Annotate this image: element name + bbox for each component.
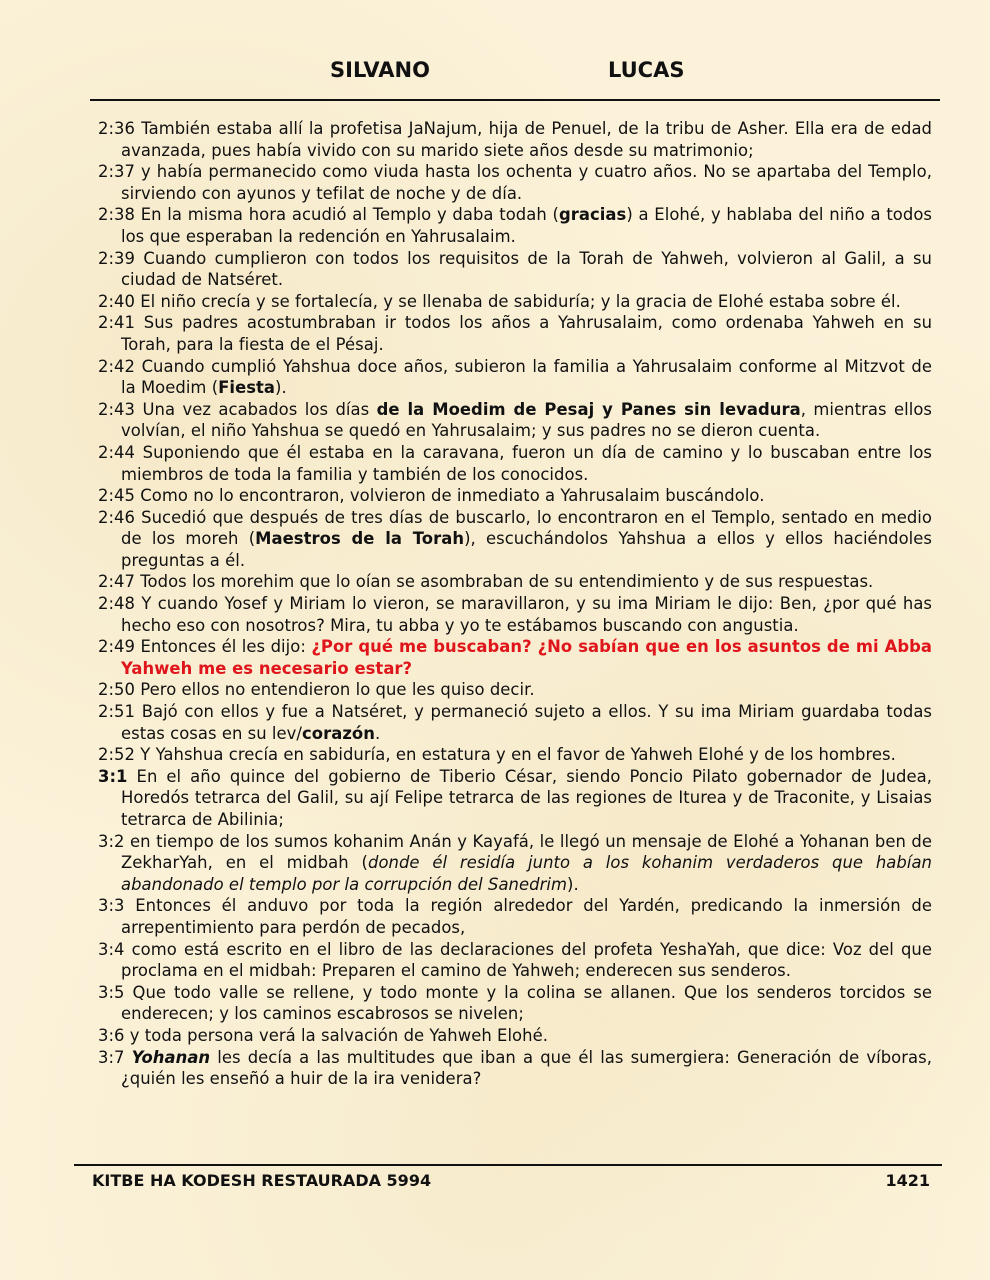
verse-3-6 (98, 1025, 932, 1047)
verse-2-38 (98, 204, 932, 247)
verse-ref: 3:5 (98, 982, 125, 1002)
verse-3-3 (98, 895, 932, 938)
verse-ref: 2:40 (98, 291, 136, 311)
verse-text: Sus padres acostumbraban ir todos los años a Yahrusalaim, como ordenaba Yahweh en su Torah, para la fiesta de el Pésaj. (121, 313, 933, 354)
verse-ref: 3:1 (98, 766, 128, 786)
verse-text: Entonces él anduvo por toda la región alrededor del Yardén, predicando la inmersión de arrepentimiento para perdón de pecados, (121, 896, 932, 937)
footer-divider (74, 1164, 942, 1166)
verse-red-text: ¿Por qué me buscaban? ¿No sabían que en los asuntos de mi Abba Yahweh me es necesario estar? (121, 637, 932, 678)
verse-2-45 (98, 485, 932, 507)
verse-text: ). (567, 874, 579, 894)
verse-2-52 (98, 744, 932, 766)
verse-bold: de la Moedim de Pesaj y Panes sin levadura (376, 399, 801, 419)
verse-2-39 (98, 248, 932, 291)
verse-ref: 2:52 (98, 745, 136, 765)
verse-3-4 (98, 939, 932, 982)
verse-ref: 2:39 (98, 248, 136, 268)
verse-3-5 (98, 982, 932, 1025)
verse-ref: 2:44 (98, 442, 136, 462)
verse-ref: 2:41 (98, 313, 136, 333)
verse-text: Bajó con ellos y fue a Natséret, y permaneció sujeto a ellos. Y su ima Miriam guardaba todas estas cosas en su lev/ (121, 702, 933, 743)
verse-bold: gracias (558, 205, 627, 225)
verse-ref: 2:49 (98, 637, 136, 657)
header-book: LUCAS (608, 58, 685, 82)
verse-text: Y cuando Yosef y Miriam lo vieron, se maravillaron, y su ima Miriam le dijo: Ben, ¿por qué has hecho eso con nosotros? Mira, tu abba y yo te estábamos buscando con angustia. (121, 594, 933, 635)
verse-text: Cuando cumplieron con todos los requisitos de la Torah de Yahweh, volvieron al Galil, a su ciudad de Natséret. (121, 248, 932, 290)
verse-text: En la misma hora acudió al Templo y daba todah ( (140, 205, 559, 225)
verse-text: Y Yahshua crecía en sabiduría, en estatura y en el favor de Yahweh Elohé y de los hombres. (140, 745, 896, 765)
verse-ref: 3:7 (98, 1047, 125, 1067)
verse-ref: 2:42 (98, 356, 136, 376)
verse-text: Una vez acabados los días (142, 399, 377, 419)
header-divider (90, 99, 940, 101)
verse-ref: 2:45 (98, 486, 136, 506)
verse-2-43 (98, 399, 932, 442)
page-header (0, 58, 990, 92)
verse-3-1 (98, 766, 932, 831)
verse-ref: 3:3 (98, 896, 125, 916)
verse-2-42 (98, 356, 932, 399)
verse-text: El niño crecía y se fortalecía, y se llenaba de sabiduría; y la gracia de Elohé estaba sobre él. (140, 291, 901, 311)
verse-ref: 2:46 (98, 507, 136, 527)
verse-text: Suponiendo que él estaba en la caravana, fueron un día de camino y lo buscaban entre los miembros de toda la familia y también de los conocidos. (121, 442, 932, 484)
header-author: SILVANO (330, 58, 430, 82)
verse-bold: corazón (302, 723, 375, 743)
verse-ref: 2:48 (98, 594, 136, 614)
verse-2-36 (98, 118, 932, 161)
verse-text: Sucedió que después de tres días de buscarlo, lo encontraron en el Templo, sentado en medio de los moreh ( (121, 507, 932, 549)
verse-2-50 (98, 679, 932, 701)
footer-title: KITBE HA KODESH RESTAURADA 5994 (92, 1171, 432, 1190)
verse-text: y había permanecido como viuda hasta los ochenta y cuatro años. No se apartaba del Templo, sirviendo con ayunos y tefilat de noche y de día. (121, 162, 932, 203)
verse-text: Entonces él les dijo: (140, 637, 312, 657)
scripture-body (98, 118, 932, 1090)
verse-3-7 (98, 1047, 932, 1090)
verse-text: Que todo valle se rellene, y todo monte y la colina se allanen. Que los senderos torcidos se enderecen; y los caminos escabrosos se nivelen; (121, 982, 932, 1024)
verse-text: ) a Elohé, y hablaba del niño a todos los que esperaban la redención en Yahrusalaim. (121, 205, 933, 246)
verse-ref: 3:6 (98, 1025, 125, 1045)
verse-2-37 (98, 161, 932, 204)
verse-text: ), escuchándolos Yahshua a ellos y ellos haciéndoles preguntas a él. (121, 529, 932, 570)
verse-text: Todos los morehim que lo oían se asombraban de su entendimiento y de sus respuestas. (140, 572, 874, 592)
verse-text: En el año quince del gobierno de Tiberio César, siendo Poncio Pilato gobernador de Judea, Horedós tetrarca del Galil, su ají Felipe tetrarca de las regiones de Iturea y de Traconite, y Lisaias tetrarca de Abilinia; (121, 766, 932, 829)
verse-text: , mientras ellos volvían, el niño Yahshua se quedó en Yahrusalaim; y sus padres no se dieron cuenta. (121, 399, 932, 441)
verse-3-2 (98, 831, 932, 896)
verse-2-51 (98, 701, 932, 744)
verse-2-46 (98, 507, 932, 572)
verse-bold-italic: Yohanan (131, 1047, 211, 1067)
verse-ref: 3:4 (98, 939, 125, 959)
verse-ref: 2:47 (98, 572, 136, 592)
verse-ref: 2:51 (98, 702, 136, 722)
verse-text: como está escrito en el libro de las declaraciones del profeta YeshaYah, que dice: Voz del que proclama en el midbah: Preparen el camino de Yahweh; enderecen sus senderos. (121, 939, 932, 981)
verse-text: Como no lo encontraron, volvieron de inmediato a Yahrusalaim buscándolo. (140, 486, 765, 506)
verse-ref: 2:43 (98, 399, 136, 419)
verse-2-44 (98, 442, 932, 485)
verse-text: les decía a las multitudes que iban a que él las sumergiera: Generación de víboras, ¿quién les enseñó a huir de la ira venidera? (121, 1047, 932, 1089)
verse-2-47 (98, 571, 932, 593)
verse-bold: Fiesta (218, 378, 276, 398)
verse-text: . (374, 723, 381, 743)
verse-text: ). (275, 378, 287, 398)
verse-2-48 (98, 593, 932, 636)
verse-ref: 2:37 (98, 162, 136, 182)
verse-bold: Maestros de la Torah (255, 529, 465, 549)
verse-text: Cuando cumplió Yahshua doce años, subieron la familia a Yahrusalaim conforme al Mitzvot de la Moedim ( (121, 356, 932, 398)
verse-2-40 (98, 291, 932, 313)
verse-ref: 2:38 (98, 205, 136, 225)
verse-ref: 2:50 (98, 680, 136, 700)
verse-text: en tiempo de los sumos kohanim Anán y Kayafá, le llegó un mensaje de Elohé a Yohanan ben de ZekharYah, en el midbah ( (121, 831, 932, 873)
verse-text: y toda persona verá la salvación de Yahweh Elohé. (129, 1025, 548, 1045)
verse-2-41 (98, 312, 932, 355)
verse-ref: 2:36 (98, 119, 136, 138)
page-number: 1421 (885, 1171, 930, 1190)
verse-text: Pero ellos no entendieron lo que les quiso decir. (140, 680, 535, 700)
verse-text: También estaba allí la profetisa JaNajum, hija de Penuel, de la tribu de Asher. Ella era de edad avanzada, pues había vivido con su marido siete años desde su matrimonio; (121, 119, 933, 160)
verse-italic: donde él residía junto a los kohanim verdaderos que habían abandonado el templo por la corrupción del Sanedrim (121, 853, 932, 894)
verse-2-49 (98, 636, 932, 679)
verse-ref: 3:2 (98, 831, 125, 851)
